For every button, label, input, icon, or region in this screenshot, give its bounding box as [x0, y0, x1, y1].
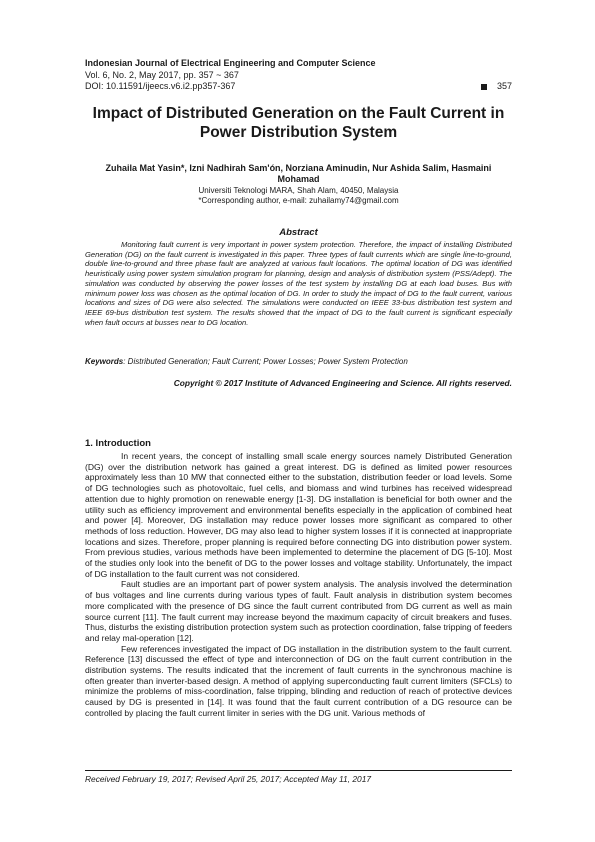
journal-name: Indonesian Journal of Electrical Engineering and Computer Science — [85, 58, 376, 68]
section-heading: 1. Introduction — [85, 438, 151, 449]
page-number: 357 — [496, 81, 512, 91]
keywords-text: : Distributed Generation; Fault Current; Power Losses; Power System Protection — [123, 357, 408, 366]
copyright-notice: Copyright © 2017 Institute of Advanced Engineering and Science. All rights reserved. — [173, 378, 512, 388]
abstract-heading: Abstract — [279, 227, 318, 238]
affiliation: Universiti Teknologi MARA, Shah Alam, 40450, Malaysia — [198, 186, 399, 195]
keywords-label: Keywords — [85, 357, 124, 366]
paper-title: Impact of Distributed Generation on the Fault Current in Power Distribution System — [92, 105, 505, 141]
footer-divider — [85, 770, 512, 771]
paragraph: In recent years, the concept of installing small scale energy sources namely Distributed Generation (DG) over the distribution network has gained a great interest. DG is defined as limited power resources approximately less than 10 MW that connected either to the substation, distribution feeder or load levels. Some of DG technologies such as photovoltaic, fuel cells, and biomass and wind turbines has received widespread attention due to highly promotion on renewable energy [1-3]. DG installation is beneficial for both owner and the utility such as efficiency improvement and environmental benefits especially in the application of combined heat and power [4]. Moreover, DG installation may reduce power losses more significant as compared to other methods of loss reduction. However, DG may also lead to higher system losses if it is connected at inappropriate locations and sizes. Therefore, proper planning is required before connecting DG into distribution power system. From previous studies, various methods have been implemented to determine the placement of DG [5-10]. Most of the studies only look into the benefit of DG to the power losses and voltage stability. Unfortunately, the impact of DG installation to the fault current was not considered. — [85, 451, 512, 579]
volume-info: Vol. 6, No. 2, May 2017, pp. 357 ~ 367 — [85, 69, 239, 80]
doi-row — [85, 81, 512, 93]
keywords — [85, 357, 512, 366]
paragraph: Few references investigated the impact of DG installation in the distribution system to the fault current. Reference [13] discussed the effect of type and interconnection of DG on the fault current contribution in the distribution systems. The results indicated that the increment of fault currents in the synchronous machine is often greater than inverter-based design. A method of applying superconducting fault current limiters (SFCLs) to minimize the problems of miss-coordination, false tripping, blinding and reduction of reach of protective devices caused by DG is presented in [14]. It was found that the fault current contribution of a DG resource can be controlled by placing the fault current limiter in series with the DG unit. Various methods of — [85, 643, 512, 718]
section-body — [85, 451, 512, 719]
running-header — [85, 58, 512, 93]
author-list: Zuhaila Mat Yasin*, Izni Nadhirah Sam'ón, Norziana Aminudin, Nur Ashida Salim, Hasmaini Mohamad — [105, 163, 492, 184]
received-dates: Received February 19, 2017; Revised April 25, 2017; Accepted May 11, 2017 — [85, 774, 372, 784]
paragraph: Fault studies are an important part of power system analysis. The analysis involved the determination of bus voltages and line currents during various types of fault. Fault analysis in distribution system becomes more complicated with the presence of DG since the fault current contributed from DG current as well as main source current [11]. The fault current may increase beyond the maximum capacity of circuit breakers and fuses. Thus, disturbs the existing distribution protection system such as protection coordination, false tripping of feeders and relay mal-operation [12]. — [85, 579, 512, 643]
doi: DOI: 10.11591/ijeecs.v6.i2.pp357-367 — [85, 81, 236, 91]
page-number-wrap — [481, 81, 512, 93]
abstract-text: Monitoring fault current is very important in power system protection. Therefore, the impact of installing Distributed Generation (DG) on the fault current is investigated in this paper. Three types of fault currents which are single line-to-ground, double line-to-ground and three phase fault are analyzed at various fault locations. The optimal location of DG was identified heuristically using power system simulation program for planning, design and analysis of distribution system (PSS/Adept). The simulation was conducted by observing the power losses of the test system by installing DG at each load buses. Bus with minimum power loss was chosen as the optimal location of DG. In order to study the impact of DG to the fault current, various locations and sizes of DG were also selected. The simulations were conducted on IEEE 33-bus distribution test system and IEEE 69-bus distribution test system. The results showed that the impact of DG to the fault current is significant especially when fault occurs at busses near to DG location. — [85, 240, 512, 327]
correspondence: *Corresponding author, e-mail: zuhailamy74@gmail.com — [198, 196, 399, 205]
affiliation-block — [85, 186, 512, 206]
square-bullet-icon — [481, 84, 487, 90]
